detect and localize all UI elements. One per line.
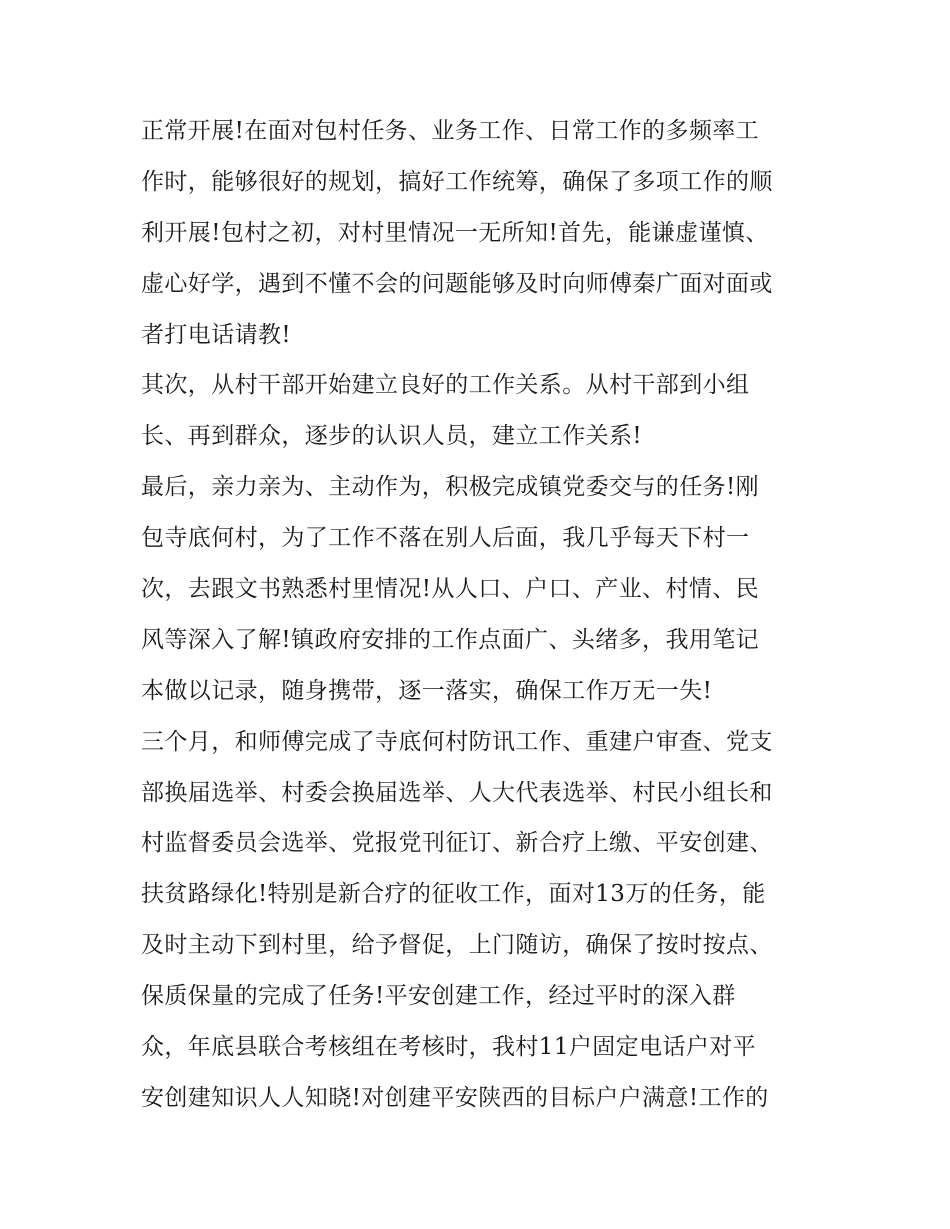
body-text xyxy=(141,106,831,1124)
text-line: 最后，亲力亲为、主动作为，积极完成镇党委交与的任务!刚 xyxy=(141,474,760,501)
text-line: 次，去跟文书熟悉村里情况!从人口、户口、产业、村情、民 xyxy=(141,576,760,603)
text-line: 者打电话请教! xyxy=(141,321,292,348)
text-line: 本做以记录，随身携带，逐一落实，确保工作万无一失! xyxy=(141,677,713,704)
text-line: 部换届选举、村委会换届选举、人大代表选举、村民小组长和 xyxy=(141,779,773,806)
text-line: 扶贫路绿化!特别是新合疗的征收工作，面对13万的任务，能 xyxy=(141,881,766,908)
text-line: 安创建知识人人知晓!对创建平安陕西的目标户户满意!工作的 xyxy=(141,1084,769,1111)
text-line: 虚心好学，遇到不懂不会的问题能够及时向师傅秦广面对面或 xyxy=(141,270,773,297)
text-line: 三个月，和师傅完成了寺底何村防讯工作、重建户审查、党支 xyxy=(141,728,773,755)
text-line: 保质保量的完成了任务!平安创建工作，经过平时的深入群 xyxy=(141,983,736,1010)
text-line: 村监督委员会选举、党报党刊征订、新合疗上缴、平安创建、 xyxy=(141,830,773,857)
text-line: 风等深入了解!镇政府安排的工作点面广、头绪多，我用笔记 xyxy=(141,626,760,653)
text-line: 其次，从村干部开始建立良好的工作关系。从村干部到小组 xyxy=(141,372,750,399)
text-line: 众，年底县联合考核组在考核时，我村11户固定电话户对平 xyxy=(141,1034,757,1061)
text-line: 利开展!包村之初，对村里情况一无所知!首先，能谦虚谨慎、 xyxy=(141,219,769,246)
text-line: 长、再到群众，逐步的认识人员，建立工作关系! xyxy=(141,423,643,450)
text-line: 包寺底何村，为了工作不落在别人后面，我几乎每天下村一 xyxy=(141,525,750,552)
text-line: 及时主动下到村里，给予督促，上门随访，确保了按时按点、 xyxy=(141,932,773,959)
text-line: 作时，能够很好的规划，搞好工作统筹，确保了多项工作的顺 xyxy=(141,168,773,195)
text-line: 正常开展!在面对包村任务、业务工作、日常工作的多频率工 xyxy=(141,118,760,144)
